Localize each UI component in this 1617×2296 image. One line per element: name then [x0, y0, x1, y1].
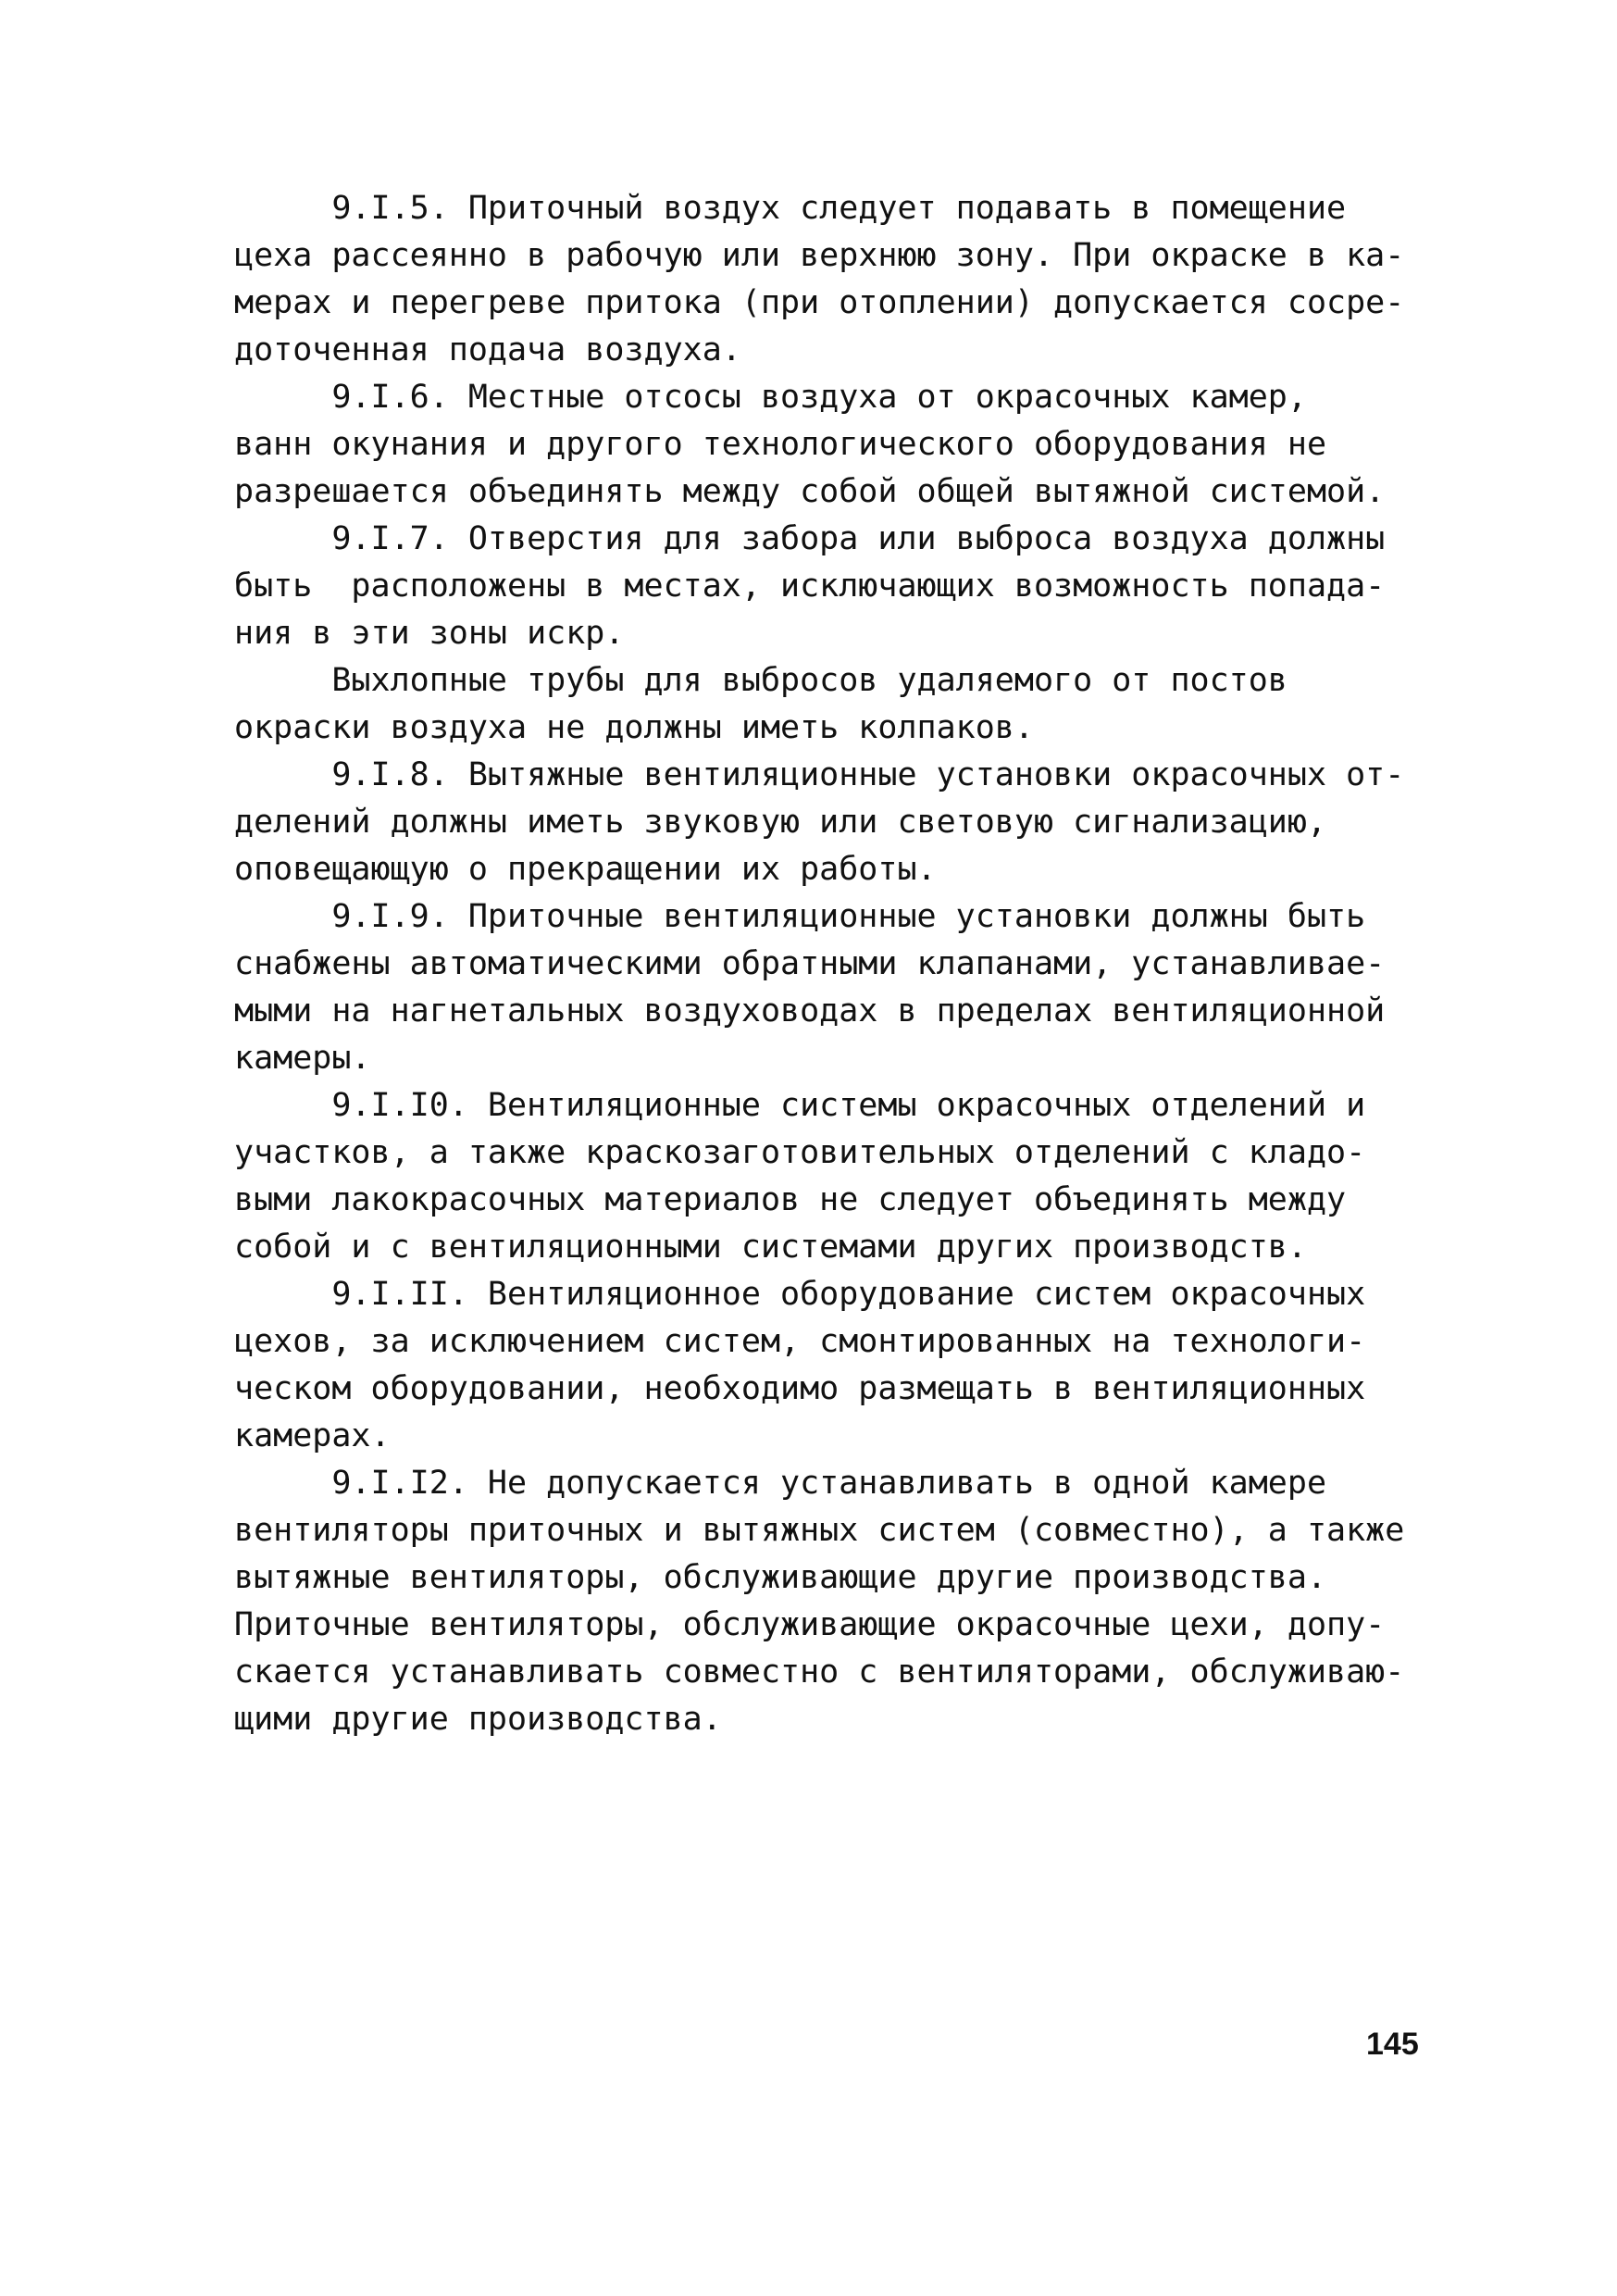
text-line: мерах и перегреве притока (при отоплении) допускается сосре- [234, 284, 1405, 321]
body-text [234, 185, 1405, 1743]
text-line: оповещающую о прекращении их работы. [234, 851, 937, 888]
page-number: 145 [1366, 2027, 1419, 2062]
text-line: камерах. [234, 1417, 391, 1454]
text-line: вентиляторы приточных и вытяжных систем (совместно), а также [234, 1512, 1405, 1549]
text-line: Приточные вентиляторы, обслуживающие окрасочные цехи, допу- [234, 1606, 1386, 1643]
text-line: 9.I.I0. Вентиляционные системы окрасочных отделений и [234, 1087, 1366, 1124]
text-line: разрешается объединять между собой общей вытяжной системой. [234, 473, 1386, 510]
text-line: мыми на нагнетальных воздуховодах в пределах вентиляционной [234, 992, 1386, 1029]
text-line: ческом оборудовании, необходимо размещать в вентиляционных [234, 1370, 1366, 1407]
text-line: ванн окунания и другого технологического оборудования не [234, 426, 1327, 463]
text-line: камеры. [234, 1040, 371, 1077]
text-line: 9.I.7. Отверстия для забора или выброса воздуха должны [234, 520, 1386, 557]
text-line: 9.I.II. Вентиляционное оборудование систем окрасочных [234, 1276, 1366, 1313]
text-line: Выхлопные трубы для выбросов удаляемого от постов [234, 662, 1287, 699]
text-line: 9.I.6. Местные отсосы воздуха от окрасочных камер, [234, 379, 1307, 416]
text-line: делений должны иметь звуковую или световую сигнализацию, [234, 804, 1327, 841]
text-line: ния в эти зоны искр. [234, 615, 625, 652]
text-line: собой и с вентиляционными системами других производств. [234, 1229, 1307, 1266]
text-line: участков, а также краскозаготовительных отделений с кладо- [234, 1134, 1366, 1171]
text-line: 9.I.8. Вытяжные вентиляционные установки окрасочных от- [234, 756, 1405, 793]
text-line: цеха рассеянно в рабочую или верхнюю зону. При окраске в ка- [234, 237, 1405, 274]
text-line: щими другие производства. [234, 1701, 722, 1738]
text-line: скается устанавливать совместно с вентиляторами, обслуживаю- [234, 1653, 1405, 1691]
text-line: снабжены автоматическими обратными клапанами, устанавливае- [234, 945, 1386, 982]
text-line: окраски воздуха не должны иметь колпаков. [234, 709, 1034, 746]
text-line: цехов, за исключением систем, смонтированных на технологи- [234, 1323, 1366, 1360]
text-line: 9.I.I2. Не допускается устанавливать в одной камере [234, 1465, 1327, 1502]
text-line: выми лакокрасочных материалов не следует объединять между [234, 1181, 1347, 1218]
text-line: доточенная подача воздуха. [234, 331, 741, 368]
text-line: вытяжные вентиляторы, обслуживающие другие производства. [234, 1559, 1327, 1596]
text-line: 9.I.5. Приточный воздух следует подавать в помещение [234, 190, 1347, 227]
text-line: 9.I.9. Приточные вентиляционные установки должны быть [234, 898, 1366, 935]
text-line: быть расположены в местах, исключающих возможность попада- [234, 568, 1386, 605]
